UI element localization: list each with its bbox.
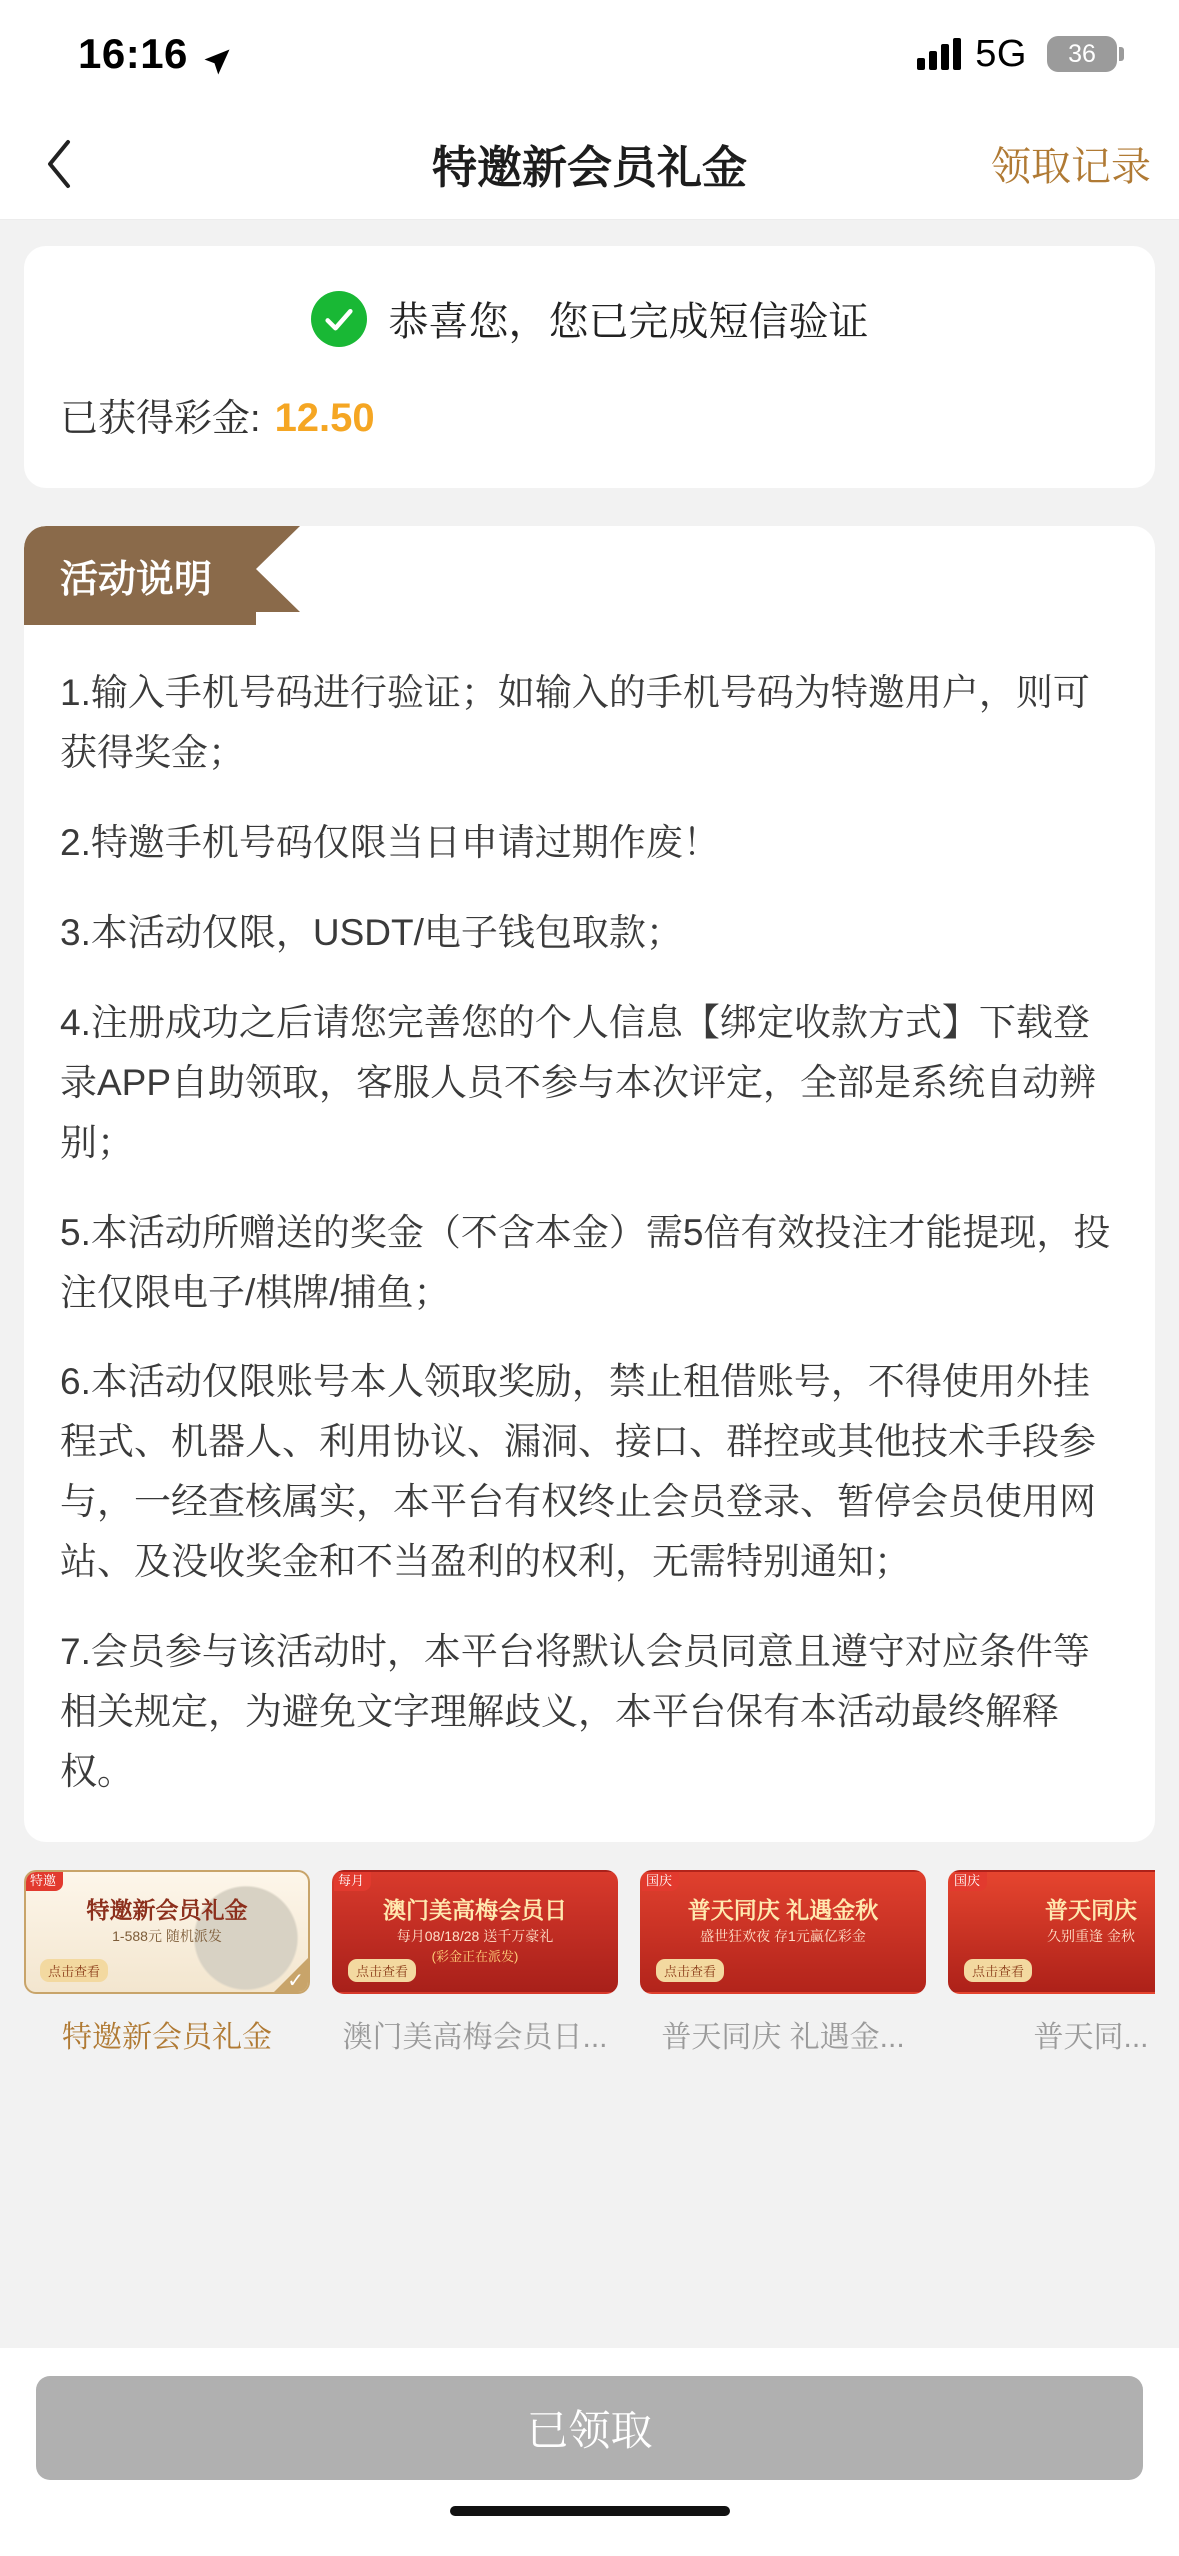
verification-result-card bbox=[24, 246, 1155, 488]
promo-thumb-sub: 每月08/18/28 送千万豪礼 bbox=[396, 1928, 554, 1944]
promo-thumb-button[interactable]: 点击查看 bbox=[964, 1959, 1032, 1982]
rule-item: 7.会员参与该活动时，本平台将默认会员同意且遵守对应条件等相关规定，为避免文字理解歧义，本平台保有本活动最终解释权。 bbox=[60, 1631, 1090, 1793]
rules-ribbon-title: 活动说明 bbox=[24, 526, 256, 625]
promo-thumbnail[interactable] bbox=[948, 1870, 1155, 1994]
check-circle-icon bbox=[311, 291, 367, 347]
promo-label: 特邀新会员礼金 bbox=[62, 2021, 272, 2054]
promo-thumb-title: 普天同庆 bbox=[1045, 1897, 1137, 1923]
promo-item[interactable] bbox=[332, 1870, 618, 2056]
promo-thumb-button[interactable]: 点击查看 bbox=[40, 1959, 108, 1982]
amount-value: 12.50 bbox=[274, 396, 375, 440]
page-title: 特邀新会员礼金 bbox=[431, 142, 747, 193]
battery-icon bbox=[1047, 36, 1117, 72]
rule-item: 3.本活动仅限，USDT/电子钱包取款； bbox=[60, 911, 683, 953]
promo-label: 普天同庆 礼遇金... bbox=[661, 2021, 905, 2054]
home-indicator bbox=[450, 2506, 730, 2516]
promo-thumbnail[interactable] bbox=[640, 1870, 926, 1994]
records-link[interactable]: 领取记录 bbox=[991, 145, 1151, 189]
promo-corner-badge: 国庆 bbox=[950, 1872, 987, 1891]
promo-item[interactable] bbox=[24, 1870, 310, 2056]
promo-thumb-button[interactable]: 点击查看 bbox=[348, 1959, 416, 1982]
promo-thumbnail[interactable] bbox=[24, 1870, 310, 1994]
amount-row bbox=[60, 387, 1119, 442]
rule-item: 6.本活动仅限账号本人领取奖励，禁止租借账号，不得使用外挂程式、机器人、利用协议、漏洞、接口、群控或其他技术手段参与，一经查核属实，本平台有权终止会员登录、暂停会员使用网站、及没收奖金和不当盈利的权利，无需特别通知； bbox=[60, 1361, 1096, 1583]
promo-item[interactable] bbox=[948, 1870, 1155, 2056]
promo-corner-badge: 特邀 bbox=[26, 1872, 63, 1891]
signal-icon bbox=[917, 38, 961, 70]
back-button[interactable] bbox=[24, 129, 94, 199]
location-arrow-icon bbox=[202, 39, 232, 69]
rules-list bbox=[24, 645, 1155, 1802]
rule-item: 2.特邀手机号码仅限当日申请过期作废！ bbox=[60, 821, 720, 863]
promo-thumb-sub2: (彩金正在派发) bbox=[431, 1949, 519, 1964]
rules-card bbox=[24, 526, 1155, 1842]
promo-thumbnail[interactable] bbox=[332, 1870, 618, 1994]
status-icons bbox=[917, 33, 1117, 76]
claim-button[interactable]: 已领取 bbox=[36, 2376, 1143, 2480]
rule-item: 5.本活动所赠送的奖金（不含本金）需5倍有效投注才能提现，投注仅限电子/棋牌/捕鱼； bbox=[60, 1211, 1111, 1313]
success-message: 恭喜您，您已完成短信验证 bbox=[388, 300, 869, 344]
promo-item[interactable] bbox=[640, 1870, 926, 2056]
promo-thumb-button[interactable]: 点击查看 bbox=[656, 1959, 724, 1982]
promo-thumb-title: 特邀新会员礼金 bbox=[86, 1897, 248, 1923]
status-time: 16:16 bbox=[78, 30, 188, 77]
main-content bbox=[0, 220, 1179, 2066]
promo-thumb-title: 普天同庆 礼遇金秋 bbox=[687, 1897, 879, 1923]
promo-label: 普天同... bbox=[1033, 2021, 1149, 2054]
promo-corner-badge: 国庆 bbox=[642, 1872, 679, 1891]
nav-bar bbox=[0, 108, 1179, 220]
promo-thumb-sub: 久别重逢 金秋 bbox=[1047, 1928, 1135, 1944]
network-label: 5G bbox=[975, 32, 1027, 75]
chevron-left-icon bbox=[42, 136, 76, 192]
promo-thumb-sub: 1-588元 随机派发 bbox=[112, 1928, 222, 1944]
status-bar bbox=[0, 0, 1179, 108]
promo-carousel[interactable] bbox=[24, 1842, 1155, 2066]
promo-corner-badge: 每月 bbox=[334, 1872, 371, 1891]
bottom-bar bbox=[0, 2348, 1179, 2556]
amount-label: 已获得彩金: bbox=[60, 398, 261, 440]
promo-thumb-sub: 盛世狂欢夜 存1元赢亿彩金 bbox=[700, 1928, 866, 1944]
rule-item: 1.输入手机号码进行验证；如输入的手机号码为特邀用户，则可获得奖金； bbox=[60, 672, 1090, 773]
battery-level: 36 bbox=[1068, 39, 1096, 68]
success-row bbox=[60, 290, 1119, 347]
check-icon: ✓ bbox=[287, 1970, 304, 1992]
promo-label: 澳门美高梅会员日... bbox=[342, 2021, 608, 2054]
rule-item: 4.注册成功之后请您完善您的个人信息【绑定收款方式】下载登录APP自助领取，客服人员不参与本次评定，全部是系统自动辨别； bbox=[60, 1001, 1097, 1163]
promo-thumb-title: 澳门美高梅会员日 bbox=[383, 1897, 567, 1923]
status-time-group bbox=[78, 30, 232, 78]
